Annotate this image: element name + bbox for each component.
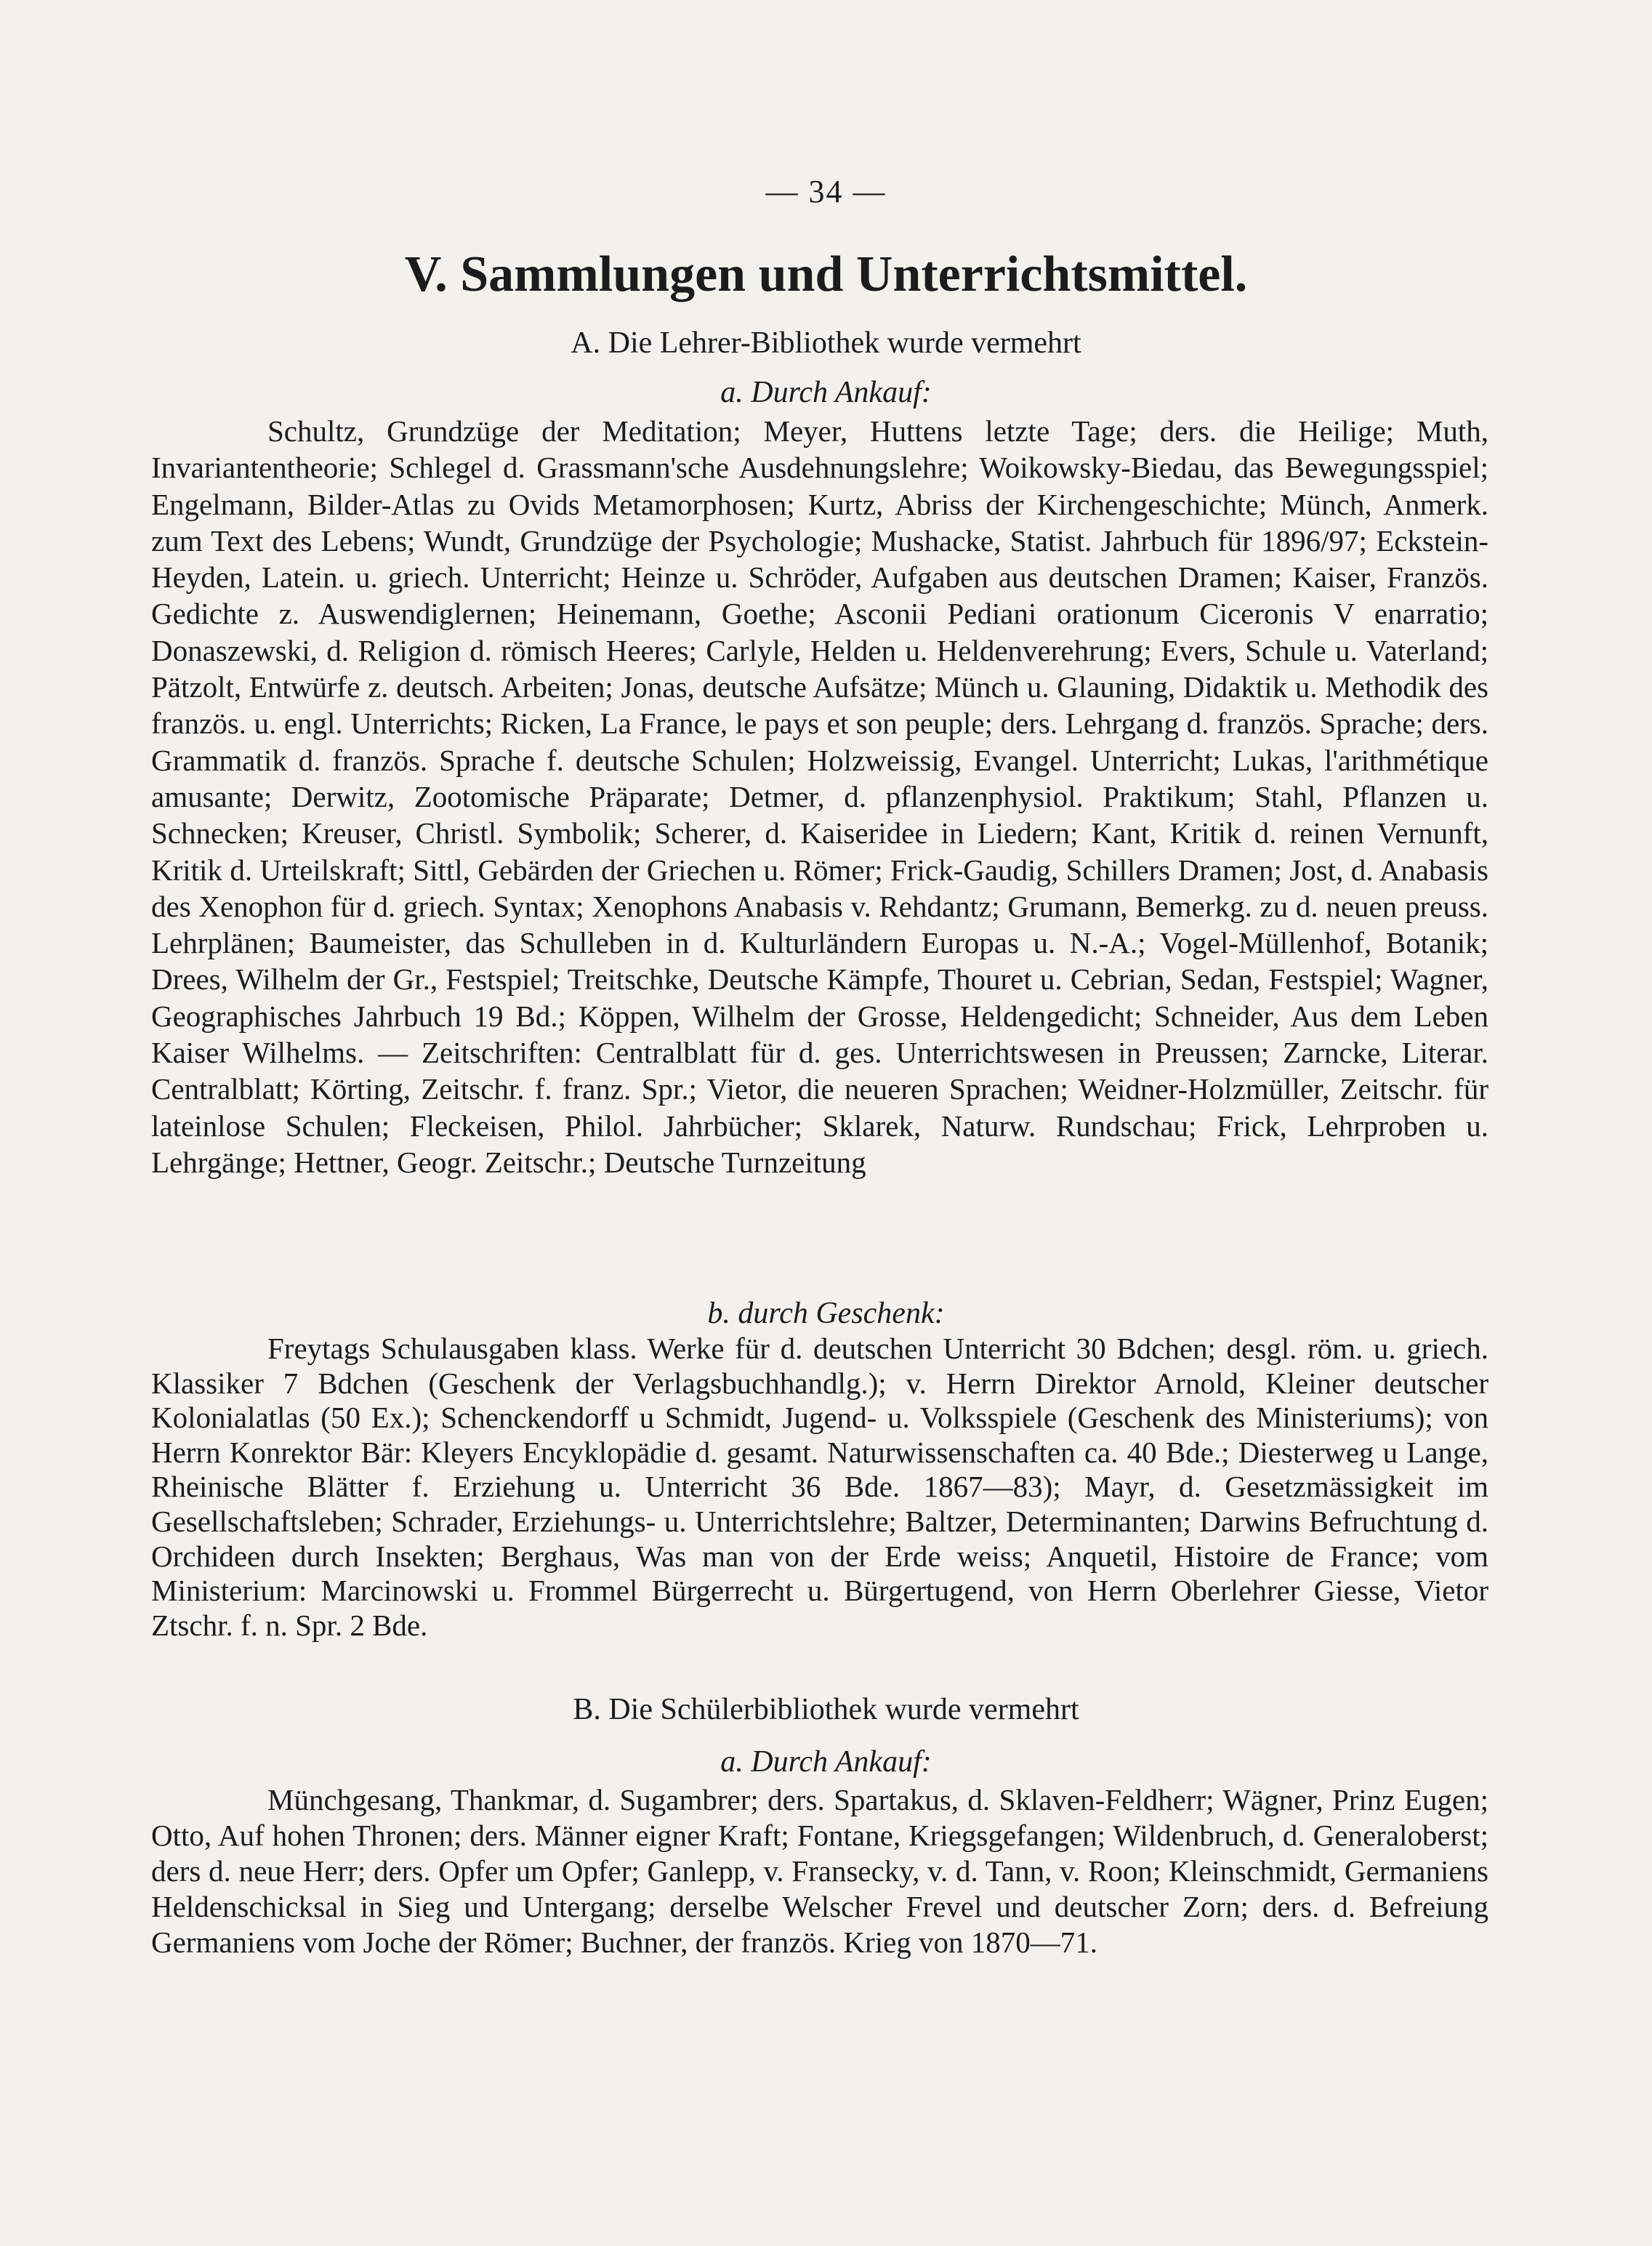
subheading-durch-geschenk: b. durch Geschenk: [707,1297,945,1330]
heading-schuelerbibliothek: B. Die Schülerbibliothek wurde vermehrt [573,1693,1079,1726]
paragraph-schueler-ankauf: Münchgesang, Thankmar, d. Sugambrer; ders. Spartakus, d. Sklaven-Feldherr; Wägner, Prinz Eugen; Otto, Auf hohen Thronen; ders. Männer eigner Kraft; Fontane, Kriegsgefangen; Wildenbruch, d. Generaloberst; ders d. neue Herr; ders. Opfer um Opfer; Ganlepp, v. Fransecky, v. d. Tann, v. Roon; Kleinschmidt, Germaniens Heldenschicksal in Sieg und Untergang; derselbe Welscher Frevel und deutscher Zorn; ders. d. Befreiung Germaniens vom Joche der Römer; Buchner, der französ. Krieg von 1870—71. [151,1783,1488,1959]
page-number: — 34 — [765,174,887,209]
subheading-durch-ankauf: a. Durch Ankauf: [720,376,932,409]
paragraph-lehrer-ankauf: Schultz, Grundzüge der Meditation; Meyer, Huttens letzte Tage; ders. die Heilige; Muth, Invariantentheorie; Schlegel d. Grassmann'sche Ausdehnungslehre; Woikowsky-Biedau, das Bewegungsspiel; Engelmann, Bilder-Atlas zu Ovids Metamorphosen; Kurtz, Abriss der Kirchengeschichte; Münch, Anmerk. zum Text des Lebens; Wundt, Grundzüge der Psychologie; Mushacke, Statist. Jahrbuch für 1896/97; Eckstein-Heyden, Latein. u. griech. Unterricht; Heinze u. Schröder, Aufgaben aus deutschen Dramen; Kaiser, Französ. Gedichte z. Auswendiglernen; Heinemann, Goethe; Asconii Pediani orationum Ciceronis V enarratio; Donaszewski, d. Religion d. römisch Heeres; Carlyle, Helden u. Heldenverehrung; Evers, Schule u. Vaterland; Pätzolt, Entwürfe z. deutsch. Arbeiten; Jonas, deutsche Aufsätze; Münch u. Glauning, Didaktik u. Methodik des französ. u. engl. Unterrichts; Ricken, La France, le pays et son peuple; ders. Lehrgang d. französ. Sprache; ders. Grammatik d. französ. Sprache f. deutsche Schulen; Holzweissig, Evangel. Unterricht; Lukas, l'arithmétique amusante; Derwitz, Zootomische Präparate; Detmer, d. pflanzenphysiol. Praktikum; Stahl, Pflanzen u. Schnecken; Kreuser, Christl. Symbolik; Scherer, d. Kaiseridee in Liedern; Kant, Kritik d. reinen Vernunft, Kritik d. Urteilskraft; Sittl, Gebärden der Griechen u. Römer; Frick-Gaudig, Schillers Dramen; Jost, d. Anabasis des Xenophon für d. griech. Syntax; Xenophons Anabasis v. Rehdantz; Grumann, Bemerkg. zu d. neuen preuss. Lehrplänen; Baumeister, das Schulleben in d. Kulturländern Europas u. N.-A.; Vogel-Müllenhof, Botanik; Drees, Wilhelm der Gr., Festspiel; Treitschke, Deutsche Kämpfe, Thouret u. Cebrian, Sedan, Festspiel; Wagner, Geographisches Jahrbuch 19 Bd.; Köppen, Wilhelm der Grosse, Heldengedicht; Schneider, Aus dem Leben Kaiser Wilhelms. — Zeitschriften: Centralblatt für d. ges. Unterrichtswesen in Preussen; Zarncke, Literar. Centralblatt; Körting, Zeitschr. f. franz. Spr.; Vietor, die neueren Sprachen; Weidner-Holzmüller, Zeitschr. für lateinlose Schulen; Fleckeisen, Philol. Jahrbücher; Sklarek, Naturw. Rundschau; Frick, Lehrproben u. Lehrgänge; Hettner, Geogr. Zeitschr.; Deutsche Turnzeitung [151,414,1488,1179]
paragraph-lehrer-geschenk: Freytags Schulausgaben klass. Werke für d. deutschen Unterricht 30 Bdchen; desgl. röm. u. griech. Klassiker 7 Bdchen (Geschenk der Verlagsbuchhandlg.); v. Herrn Direktor Arnold, Kleiner deutscher Kolonialatlas (50 Ex.); Schenckendorff u Schmidt, Jugend- u. Volksspiele (Geschenk des Ministeriums); von Herrn Konrektor Bär: Kleyers Encyklopädie d. gesamt. Naturwissenschaften ca. 40 Bde.; Diesterweg u Lange, Rheinische Blätter f. Erziehung u. Unterricht 36 Bde. 1867—83); Mayr, d. Gesetzmässigkeit im Gesellschaftsleben; Schrader, Erziehungs- u. Unterrichtslehre; Baltzer, Determinanten; Darwins Befruchtung d. Orchideen durch Insekten; Berghaus, Was man von der Erde weiss; Anquetil, Histoire de France; vom Ministerium: Marcinowski u. Frommel Bürgerrecht u. Bürgertugend, von Herrn Oberlehrer Giesse, Vietor Ztschr. f. n. Spr. 2 Bde. [151,1332,1488,1642]
section-title: V. Sammlungen und Unterrichtsmittel. [404,246,1248,302]
heading-lehrer-bibliothek: A. Die Lehrer-Bibliothek wurde vermehrt [571,326,1081,360]
subheading-schueler-ankauf: a. Durch Ankauf: [720,1745,932,1779]
